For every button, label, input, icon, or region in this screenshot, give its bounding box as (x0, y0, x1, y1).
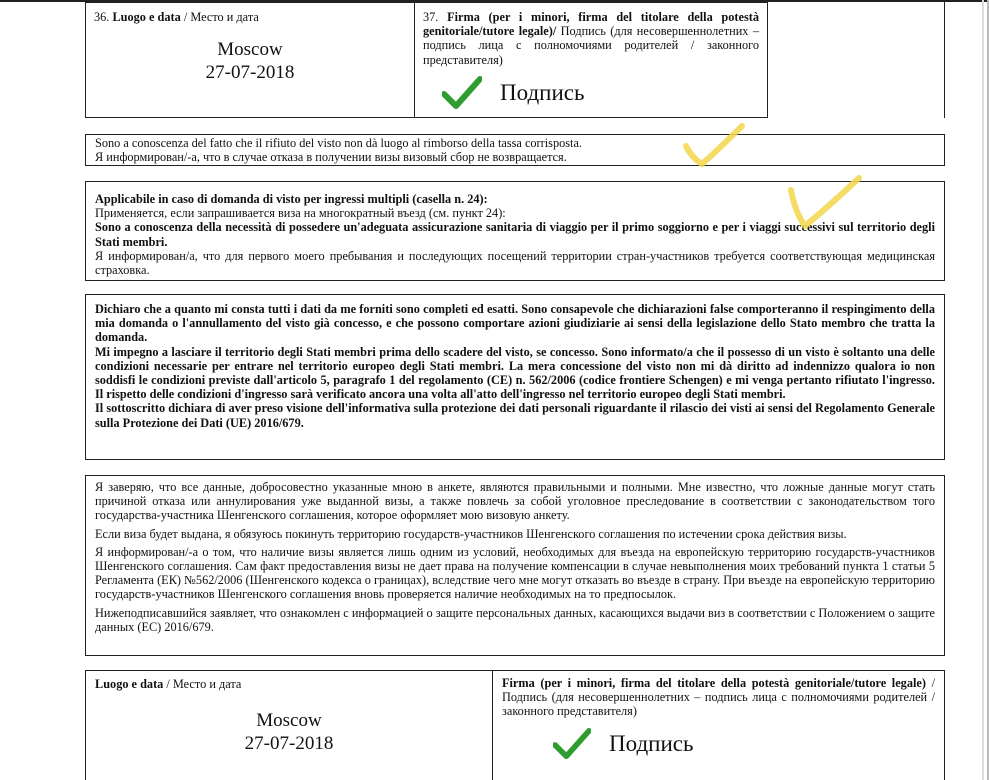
field36-city: Moscow (217, 39, 283, 61)
bottom-place-date (95, 709, 483, 755)
check-icon (553, 728, 591, 760)
bottom-signature (553, 728, 693, 760)
declaration-it-p1: Dichiaro che a quanto mi consta tutti i dati da me forniti sono completi ed esatti. Sono consapevole che dichiarazioni false comporteranno il respingimento della mia domanda o l'annullamento del visto già concesso, e che possono comportare azioni giudiziarie ai sensi della legislazione dello Stato membro che tratta la domanda. (95, 302, 935, 345)
bottom-sign-label-it: Firma (per i minori, firma del titolare della potestà genitoriale/tutore legale) (502, 676, 926, 690)
bottom-sign-label-ru: / Подпись (для несовершеннолетних – подпись лица с полномочиями родителей / законного представителя) (502, 676, 935, 719)
page-right-shadow (982, 0, 984, 780)
field37-number: 37. (423, 10, 439, 24)
field36-number: 36. (94, 10, 110, 24)
declaration-ru-p3: Я информирован/-а о том, что наличие визы является лишь одним из условий, необходимых для въезда на европейскую территорию государств-участников Шенгенского соглашения. Сам факт предоставления визы не дает права на получение компенсации в случае невыполнения моих требований пункта 1 статьи 5 Регламента (ЕК) №562/2006 (Шенгенского кодекса о границах), вследствие чего мне могут отказать во въезде в страну. При въезде на европейскую территорию государств-участников Шенгенского соглашения вновь проверяется наличие необходимых на то предпосылок. (95, 544, 935, 602)
bottom-signature-text: Подпись (609, 731, 694, 756)
field36-label-it: Luogo e data (112, 10, 181, 24)
field36-cell (85, 2, 415, 118)
declaration-ru-p4: Нижеподписавшийся заявляет, что ознакомлен с информацией о защите персональных данных, касающихся выдачи виз в соответствии с Положением о защите данных (ЕС) 2016/679. (95, 605, 935, 634)
refund-notice-ru: Я информирован/-а, что в случае отказа в получении визы визовый сбор не возвращается. (95, 150, 567, 165)
bottom-place-label-ru: / Место и дата (163, 677, 242, 691)
refund-notice (85, 134, 945, 166)
bottom-date: 27-07-2018 (244, 733, 334, 755)
declaration-it-p3: Il sottoscritto dichiara di aver preso visione dell'informativa sulla protezione dei dati personali riguardante il rilascio dei visti ai sensi del Regolamento Generale sulla Protezione dei Dati (UE) 2016/679. (95, 401, 935, 430)
multi-entry-body-ru: Я информирован/а, что для первого моего пребывания и последующих посещений территории стран-участников требуется соответствующая медицинская страховка. (95, 248, 935, 278)
declaration-it-block (85, 294, 945, 460)
top-signature (442, 76, 584, 110)
declaration-ru-p1: Я заверяю, что все данные, добросовестно указанные мною в анкете, являются правильными и полными. Мне известно, что ложные данные могут стать причиной отказа или аннулирования уже выданной визы, а также повлечь за собой уголовное преследование в соответствии с законодательством того государства-участника Шенгенского соглашения, которое оформляет мою визовую анкету. (95, 480, 935, 523)
bottom-signature-cell (492, 670, 945, 780)
highlighter-check-icon (785, 172, 865, 232)
bottom-place-label (95, 677, 483, 691)
declaration-ru-p2: Если виза будет выдана, я обязуюсь покинуть территорию государств-участников Шенгенского соглашения по истечении срока действия визы. (95, 526, 847, 541)
field37-right-spacer (767, 2, 945, 118)
refund-notice-it: Sono a conoscenza del fatto che il rifiuto del visto non dà luogo al rimborso della tassa corrisposta. (95, 136, 582, 150)
field37-label-ru: Подпись (для несовершеннолетних – подпись лица с полномочиями родителей / законного представителя) (423, 24, 759, 67)
field37-label (423, 10, 759, 67)
declaration-ru-block (85, 475, 945, 656)
bottom-sign-label (502, 676, 935, 719)
multi-entry-heading-it: Applicabile in caso di domanda di visto per ingressi multipli (casella n. 24): (95, 192, 488, 206)
field36-date: 27-07-2018 (205, 62, 295, 84)
highlighter-check-icon (680, 120, 750, 170)
multi-entry-body-it: Sono a conoscenza della necessità di possedere un'adeguata assicurazione sanitaria di viaggio per il primo soggiorno e per i viaggi successivi sul territorio degli Stati membri. (95, 220, 935, 249)
bottom-place-cell (85, 670, 493, 780)
signature-text: Подпись (500, 80, 585, 105)
multi-entry-heading-ru: Применяется, если запрашивается виза на многократный въезд (см. пункт 24): (95, 206, 506, 221)
bottom-place-label-it: Luogo e data (95, 677, 164, 691)
declaration-it-p2: Mi impegno a lasciare il territorio degli Stati membri prima dello scadere del visto, se concesso. Sono informato/a che il possesso di un visto è soltanto una delle condizioni necessarie per entrare nel territorio europeo degli Stati membri. La mera concessione del visto non mi dà diritto ad indennizzo qualora io non soddisfi le condizioni previste dall'articolo 5, paragrafo 1 del regolamento (CE) n. 562/2006 (codice frontiere Schengen) e mi venga pertanto rifiutato l'ingresso. Il rispetto delle condizioni d'ingresso sarà verificato ancora una volta all'atto dell'ingresso nel territorio europeo degli Stati membri. (95, 344, 935, 402)
field36-label (94, 10, 406, 24)
bottom-city: Moscow (256, 710, 322, 732)
field36-place-date (94, 38, 406, 84)
check-icon (442, 76, 482, 110)
field36-label-ru: / Место и дата (180, 10, 259, 24)
field37-label-it: Firma (per i minori, firma del titolare della potestà genitoriale/tutore legale)/ (423, 10, 759, 39)
